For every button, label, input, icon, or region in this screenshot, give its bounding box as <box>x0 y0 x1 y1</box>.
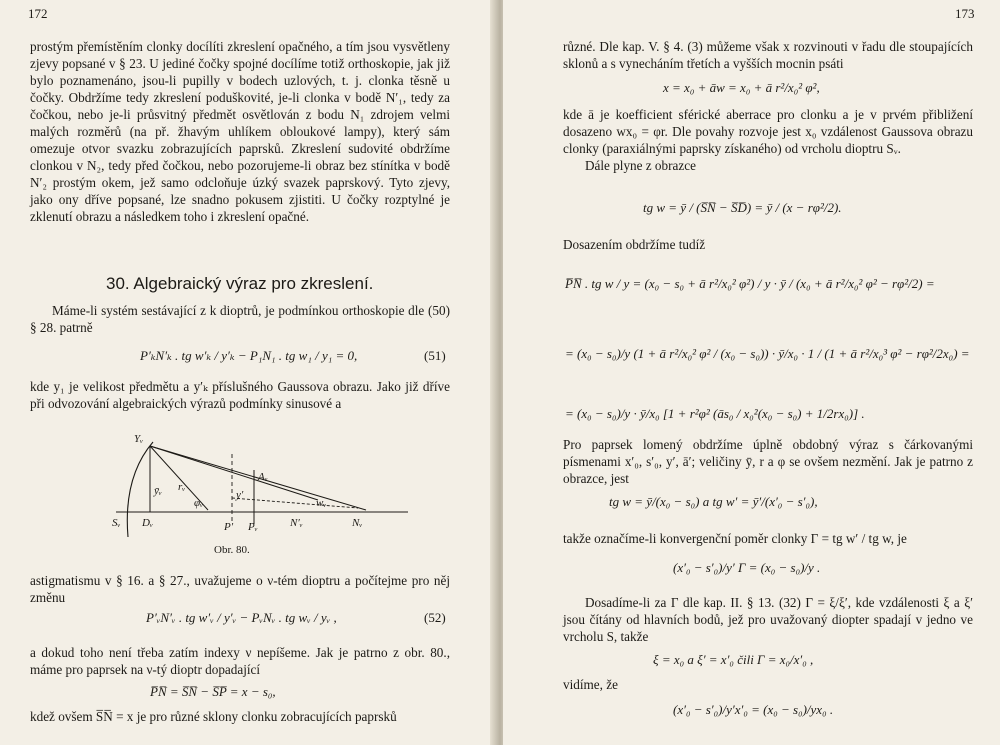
equation-51: P′ₖN′ₖ . tg w′ₖ / y′ₖ − P₁N₁ . tg w₁ / y₁ = 0, <box>140 348 358 363</box>
paragraph: Pro paprsek lomený obdržíme úplně obdobný výraz s čárkovanými písmenami x′₀, s′₀, y′, ā′; veličiny ȳ, r a φ se ovšem nezmění. Jak je patrno z obrazce, jest <box>563 437 973 486</box>
figure-label: Yᵥ <box>134 433 144 445</box>
page-number: 173 <box>955 6 975 21</box>
paragraph: kde ā je koefficient sférické aberrace pro clonku a je v prvém přibližení dosazeno wx₀ = φr. Dle povahy rozvoje jest x₀ vzdálenost Gaussova obrazu clonky (paraxiálnými paprsky získaného) od vrcholu dioptru Sᵥ. Dále plyne z obrazce <box>563 107 973 173</box>
paragraph: Máme-li systém sestávající z k dioptrů, je podmínkou orthoskopie dle (50) § 28. patrně <box>30 303 450 335</box>
equation: x = x₀ + āw = x₀ + ā r²/x₀² φ², <box>663 80 820 95</box>
paragraph: kdež ovšem S̅N̅ = x je pro různé sklony clonku zobracujících paprsků <box>30 709 397 724</box>
paragraph: astigmatismu v § 16. a § 27., uvažujeme o ν-tém dioptru a počítejme pro něj změnu <box>30 573 450 605</box>
equation-52: P′ᵥN′ᵥ . tg w′ᵥ / y′ᵥ − PᵥNᵥ . tg wᵥ / yᵥ , <box>146 610 337 625</box>
paragraph: kde y₁ je velikost předmětu a y′ₖ příslušného Gaussova obrazu. Jako již dříve při odvozování algebraických výrazů podmínky sinusové a <box>30 379 450 411</box>
equation: ξ = x₀ a ξ′ = x′₀ čili Γ = x₀/x′₀ , <box>653 652 814 667</box>
left-page <box>0 0 497 745</box>
equation: tg w = ȳ/(x₀ − s₀) a tg w′ = ȳ′/(x′₀ − s′₀), <box>609 494 818 509</box>
equation-number: (51) <box>424 348 446 363</box>
ray-line <box>150 446 318 500</box>
figure-label: y′ <box>236 489 244 501</box>
paragraph: vidíme, že <box>563 677 618 692</box>
equation: (x′₀ − s′₀)/y′x′₀ = (x₀ − s₀)/yx₀ . <box>673 702 834 717</box>
figure-label: rᵥ <box>178 481 186 493</box>
equation-number: (52) <box>424 610 446 625</box>
figure-label: Aᵥ <box>258 471 268 483</box>
paragraph: prostým přemístěním clonky docílíti zkreslení opačného, a tím jsou vysvětleny zjevy popsané v § 23. U jediné čočky spojné docílíme totiž orthoskopie, jak již bylo poznamenáno, jsou-li pupilly v bodech uzlových, t. j. clonka těsně u čočky. Obdržíme tedy zkreslení poduškovité, je-li clonka v bodě N′₁, tedy za čočkou, nebo je-li průsvitný předmět osvětlován z bodu N₁ zdrojem velmi malých rozměrů (na př. žhavým uhlíkem obloukové lampy), který sám omezuje otvor svazku zobrazujících paprsků. Zkreslení sudovité obdržíme clonkou v N₂, tedy před čočkou, nebo pozorujeme-li obraz bez stínítka v bodě N′₂ prostým okem, jež samo odcloňuje úzký svazek paprskový. Tyto zjevy, jako ony dříve popsané, lze snadno pokusem zjistiti. U čočky rozptylné je zklenutí obrazu a následkem toho i zkreslení opačné. <box>30 39 450 224</box>
equation: P̅N̅ . tg w / y = (x₀ − s₀ + ā r²/x₀² φ²) / y · ȳ / (x₀ + ā r²/x₀² φ² − rφ²/2) = <box>565 276 935 291</box>
figure-caption: Obr. 80. <box>214 544 250 556</box>
figure-label: Sᵥ <box>112 517 121 529</box>
paragraph: Dosazením obdržíme tudíž <box>563 237 706 252</box>
figure-label: φᵥ <box>194 497 204 509</box>
figure-label: Pᵥ <box>248 521 258 533</box>
right-page <box>503 0 1000 745</box>
paragraph: různé. Dle kap. V. § 4. (3) můžeme však x rozvinouti v řadu dle stoupajících sklonů a s vynecháním třetích a vyšších mocnin psáti <box>563 39 973 71</box>
page-number: 172 <box>28 6 48 21</box>
paragraph: takže označíme-li konvergenční poměr clonky Γ = tg w′ / tg w, je <box>563 531 907 546</box>
figure-label: P′ <box>224 521 234 533</box>
section-heading: 30. Algebraický výraz pro zkreslení. <box>106 274 374 293</box>
figure-label: ȳᵥ <box>154 485 162 497</box>
paragraph: a dokud toho není třeba zatím indexy ν nepíšeme. Jak je patrno z obr. 80., máme pro paprsek na ν-tý dioptr dopadající <box>30 645 450 677</box>
figure-label: Nᵥ <box>352 517 363 529</box>
paragraph: Dosadíme-li za Γ dle kap. II. § 13. (32) Γ = ξ/ξ′, kde vzdálenosti ξ a ξ′ jsou čítány od hlavních bodů, jež pro uvažovaný diopter spadají v jedno ve vrcholu S, takže <box>563 595 973 644</box>
equation: P̅N̅ = S̅N̅ − S̅P̅ = x − s₀, <box>150 684 276 699</box>
ray-line <box>232 498 358 508</box>
figure-label: wᵥ <box>316 497 327 509</box>
equation: tg w = ȳ / (S̅N̅ − S̅D̅) = ȳ / (x − rφ²/2). <box>643 200 842 215</box>
figure-80-diagram <box>108 432 428 542</box>
figure-label: Dᵥ <box>142 517 154 529</box>
equation: = (x₀ − s₀)/y (1 + ā r²/x₀² φ² / (x₀ − s₀)) · ȳ/x₀ · 1 / (1 + ā r²/x₀³ φ² − rφ²/2x₀) = <box>565 346 970 361</box>
equation: = (x₀ − s₀)/y · ȳ/x₀ [1 + r²φ² (ās₀ / x₀²(x₀ − s₀) + 1/2rx₀)] . <box>565 406 865 421</box>
equation: (x′₀ − s′₀)/y′ Γ = (x₀ − s₀)/y . <box>673 560 821 575</box>
figure-label: N′ᵥ <box>290 517 303 529</box>
